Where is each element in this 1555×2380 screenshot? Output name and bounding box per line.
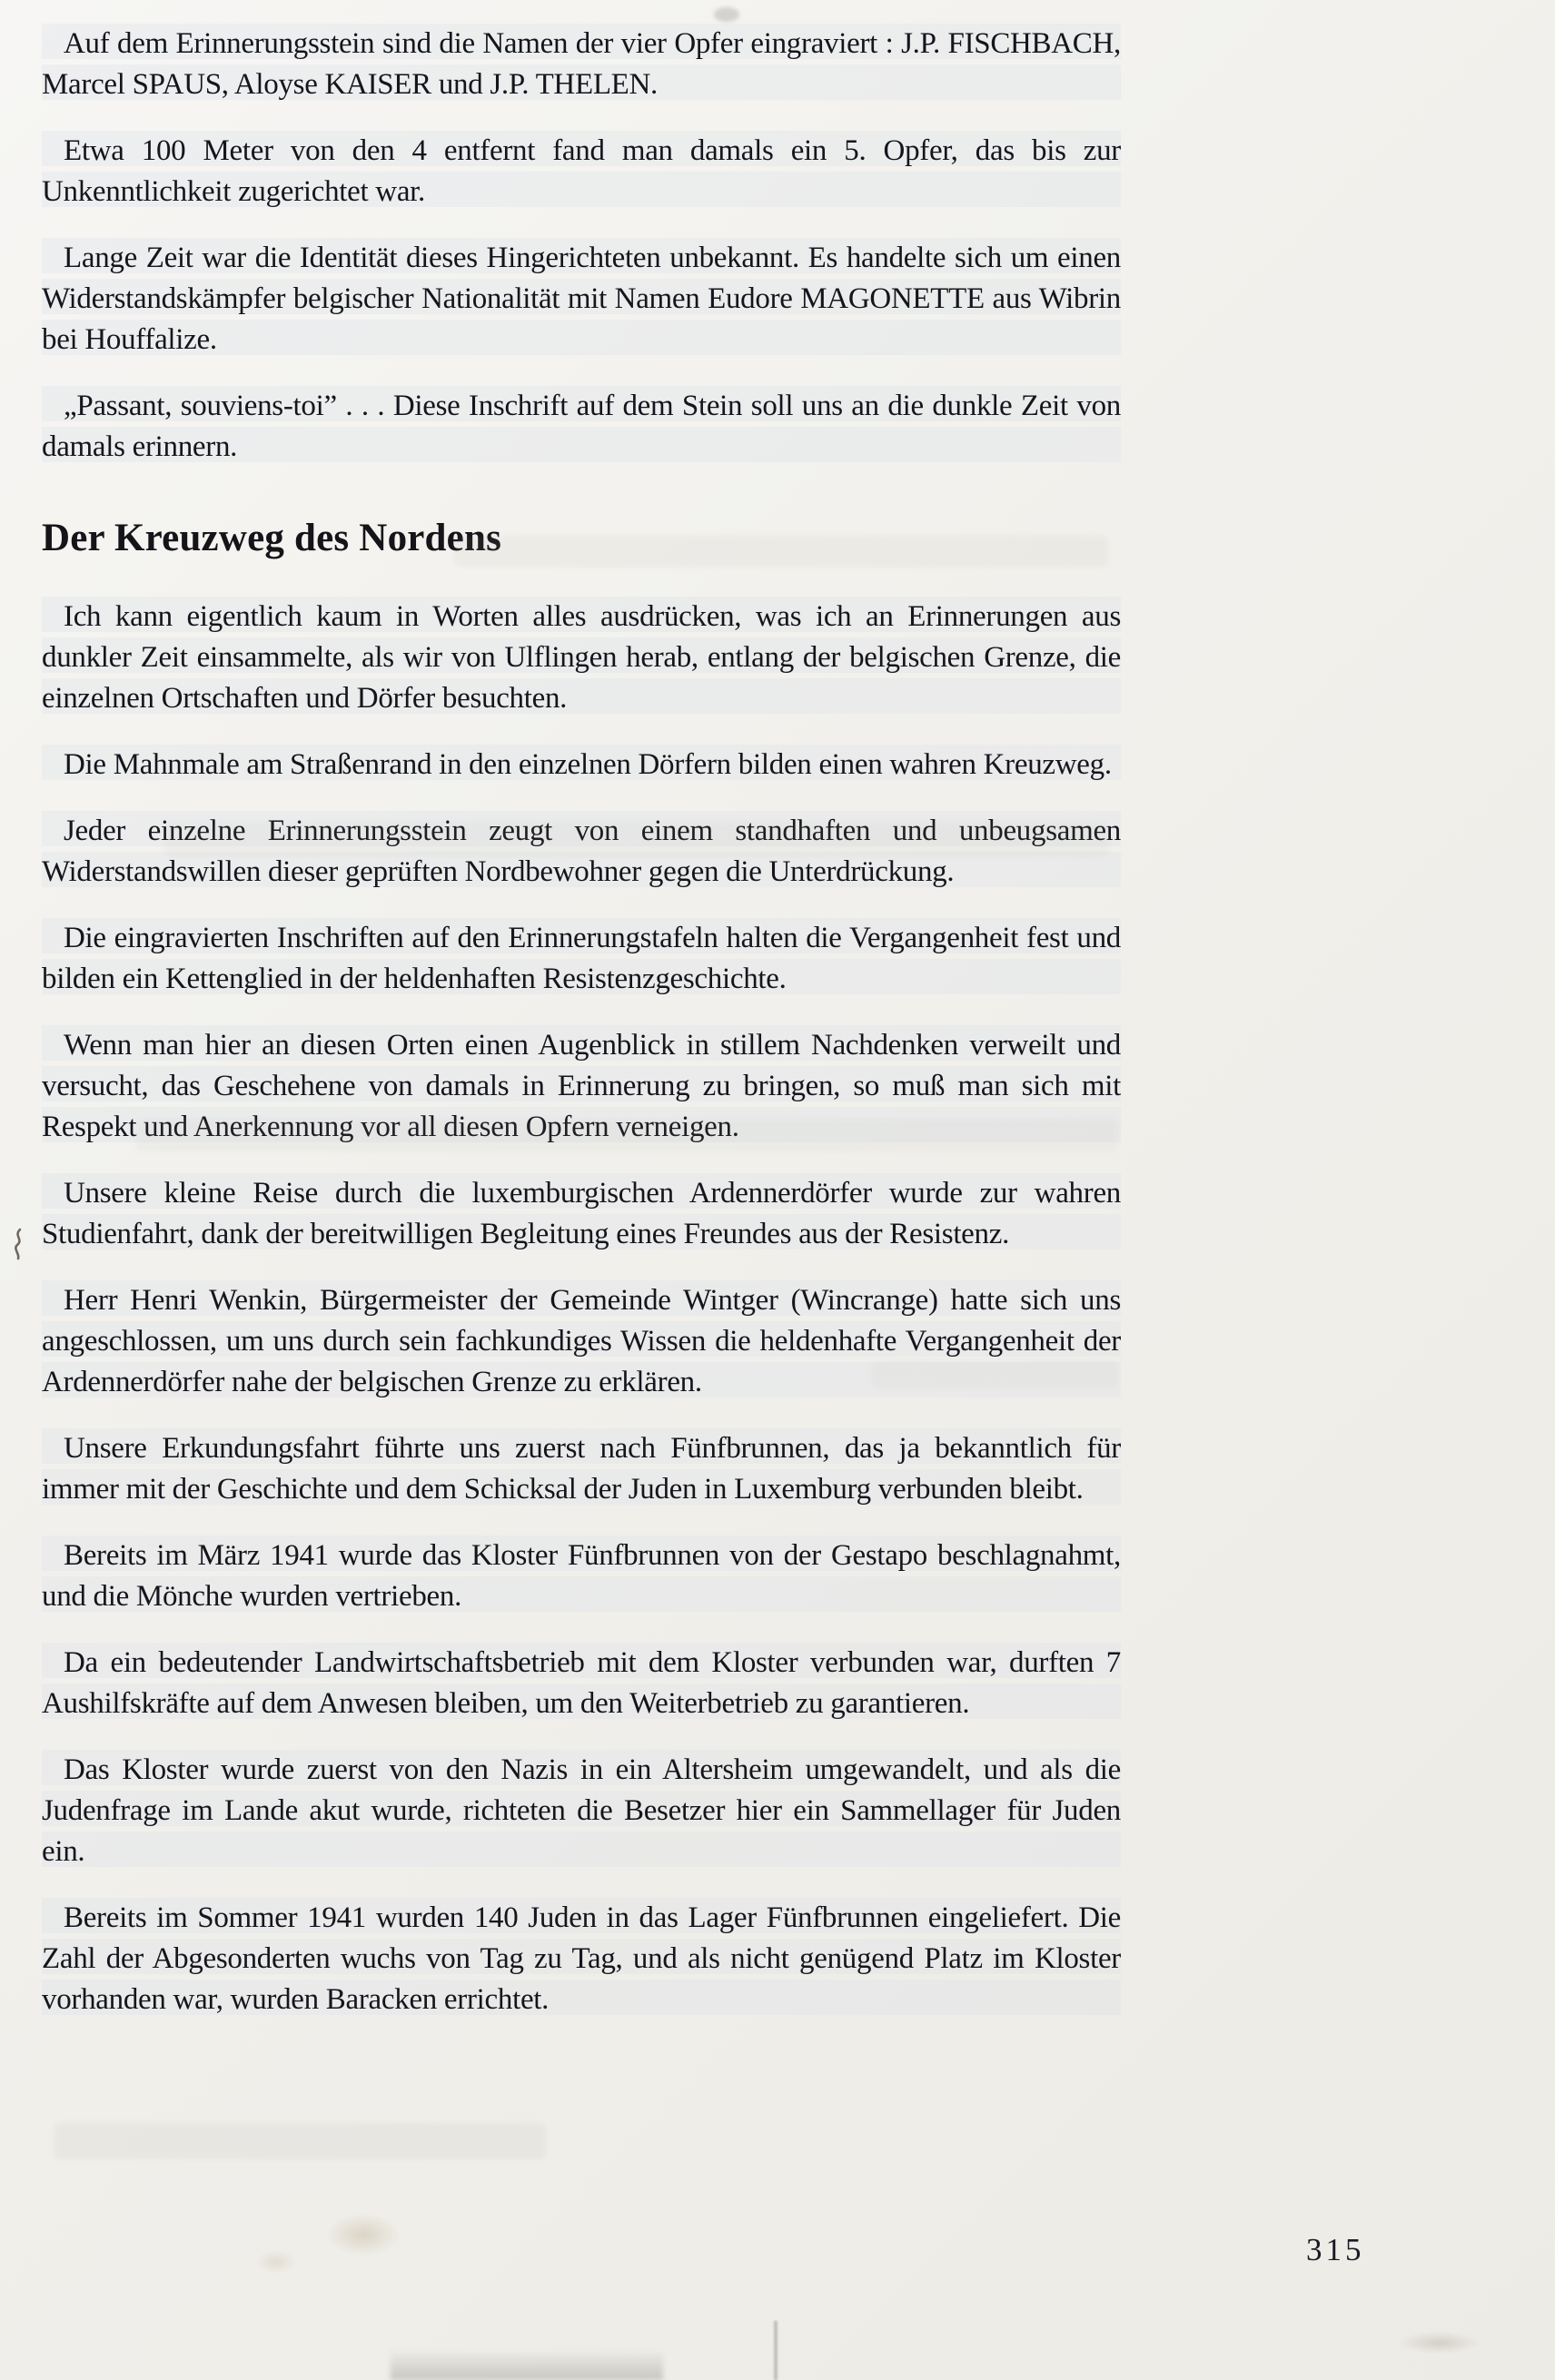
body-paragraph: Etwa 100 Meter von den 4 entfernt fand man damals ein 5. Opfer, das bis zur Unkenntlichkeit zugerichtet war. (42, 131, 1121, 212)
scan-smudge-bottom-right (1399, 2332, 1481, 2354)
body-paragraph: Jeder einzelne Erinnerungsstein zeugt von einem standhaften und unbeugsamen Widerstandswillen dieser geprüften Nordbewohner gegen die Unterdrückung. (42, 811, 1121, 893)
scan-smudge-top (714, 7, 739, 22)
body-paragraph: Unsere Erkundungsfahrt führte uns zuerst nach Fünfbrunnen, das ja bekanntlich für immer mit der Geschichte und dem Schicksal der Juden in Luxemburg verbunden bleibt. (42, 1428, 1121, 1510)
body-paragraph: Unsere kleine Reise durch die luxemburgischen Ardennerdörfer wurde zur wahren Studienfahrt, dank der bereitwilligen Begleitung eines Freundes aus der Resistenz. (42, 1173, 1121, 1255)
body-paragraph: Herr Henri Wenkin, Bürgermeister der Gemeinde Wintger (Wincrange) hatte sich uns angeschlossen, um uns durch sein fachkundiges Wissen die heldenhafte Vergangenheit der Ardennerdörfer nahe der belgischen Grenze zu erklären. (42, 1280, 1121, 1403)
body-paragraph: Bereits im März 1941 wurde das Kloster Fünfbrunnen von der Gestapo beschlagnahmt, und die Mönche wurden vertrieben. (42, 1536, 1121, 1617)
scan-ghost-artifact (54, 2123, 545, 2159)
scan-shadow-bottom-edge (391, 2350, 663, 2380)
body-paragraph: Lange Zeit war die Identität dieses Hingerichteten unbekannt. Es handelte sich um einen Widerstandskämpfer belgischer Nationalität mit Namen Eudore MAGONETTE aus Wibrin bei Houffalize. (42, 238, 1121, 360)
scan-streak-bottom (774, 2321, 778, 2380)
section-heading: Der Kreuzweg des Nordens (42, 517, 501, 559)
body-paragraph: Bereits im Sommer 1941 wurden 140 Juden in das Lager Fünfbrunnen eingeliefert. Die Zahl der Abgesonderten wuchs von Tag zu Tag, und als nicht genügend Platz im Kloster vorhanden war, wurden Baracken errichtet. (42, 1898, 1121, 2020)
body-paragraph: Da ein bedeutender Landwirtschaftsbetrieb mit dem Kloster verbunden war, durften 7 Aushilfskräfte auf dem Anwesen bleiben, um den Weiterbetrieb zu garantieren. (42, 1643, 1121, 1724)
body-paragraph: Die eingravierten Inschriften auf den Erinnerungstafeln halten die Vergangenheit fest und bilden ein Kettenglied in der heldenhaften Resistenzgeschichte. (42, 918, 1121, 1000)
margin-pencil-mark (9, 1228, 29, 1265)
body-paragraph: Die Mahnmale am Straßenrand in den einzelnen Dörfern bilden einen wahren Kreuzweg. (42, 745, 1121, 785)
body-paragraph: Wenn man hier an diesen Orten einen Augenblick in stillem Nachdenken verweilt und versucht, das Geschehene von damals in Erinnerung zu bringen, so muß man sich mit Respekt und Anerkennung vor all diesen Opfern verneigen. (42, 1025, 1121, 1148)
body-paragraph: Ich kann eigentlich kaum in Worten alles ausdrücken, was ich an Erinnerungen aus dunkler Zeit einsammelte, als wir von Ulflingen herab, entlang der belgischen Grenze, die einzelnen Ortschaften und Dörfer besuchten. (42, 597, 1121, 719)
text-column (42, 24, 1121, 2046)
body-paragraph: Das Kloster wurde zuerst von den Nazis in ein Altersheim umgewandelt, und als die Judenfrage im Lande akut wurde, richteten die Besetzer hier ein Sammellager für Juden ein. (42, 1750, 1121, 1872)
body-paragraph: Auf dem Erinnerungsstein sind die Namen der vier Opfer eingraviert : J.P. FISCHBACH, Marcel SPAUS, Aloyse KAISER und J.P. THELEN. (42, 24, 1121, 105)
scan-smudge-bottom (327, 2214, 400, 2256)
page-number: 315 (1306, 2232, 1365, 2267)
body-paragraph: „Passant, souviens-toi” . . . Diese Inschrift auf dem Stein soll uns an die dunkle Zeit von damals erinnern. (42, 386, 1121, 468)
scan-smudge-bottom (256, 2250, 296, 2274)
